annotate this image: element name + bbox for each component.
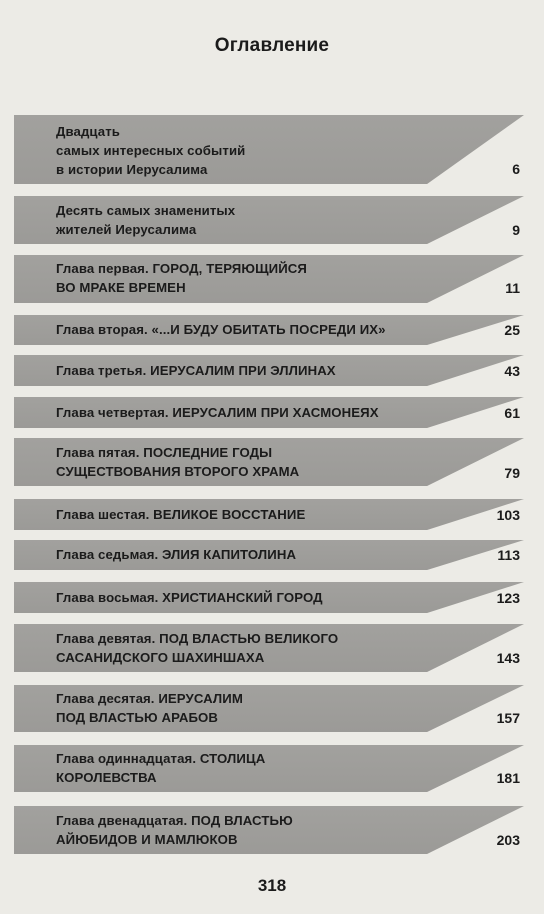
page-ref: 157 [496,710,520,726]
page-ref: 203 [496,832,520,848]
toc-entry [14,255,524,303]
toc-line: Глава третья. ИЕРУСАЛИМ ПРИ ЭЛЛИНАХ [56,363,336,378]
page-number: 318 [257,876,287,895]
toc-line: СУЩЕСТВОВАНИЯ ВТОРОГО ХРАМА [56,464,300,479]
page-ref: 25 [504,322,520,338]
toc-entry [14,540,524,570]
toc-line: Глава девятая. ПОД ВЛАСТЬЮ ВЕЛИКОГО [56,631,339,646]
toc-line: ВО МРАКЕ ВРЕМЕН [56,280,186,295]
toc-line: Глава шестая. ВЕЛИКОЕ ВОССТАНИЕ [56,507,306,522]
toc-entry [14,355,524,386]
page-ref: 123 [496,590,520,606]
toc-entry [14,624,524,672]
toc-line: в истории Иерусалима [56,162,208,177]
toc-line: Глава десятая. ИЕРУСАЛИМ [56,691,243,706]
toc-entry [14,196,524,244]
page-ref: 103 [496,507,520,523]
toc-line: Глава пятая. ПОСЛЕДНИЕ ГОДЫ [56,445,273,460]
toc-entry [14,745,524,792]
toc-line: АЙЮБИДОВ И МАМЛЮКОВ [56,832,238,847]
toc-entry [14,806,524,854]
toc-line: Глава первая. ГОРОД, ТЕРЯЮЩИЙСЯ [56,261,307,276]
page-ref: 43 [504,363,520,379]
page-ref: 79 [504,465,520,481]
toc-line: самых интересных событий [56,143,246,158]
page-ref: 6 [512,161,520,177]
toc-line: Двадцать [56,124,121,139]
toc-line: Глава одиннадцатая. СТОЛИЦА [56,751,266,766]
toc-entry [14,685,524,732]
toc-line: Глава вторая. «...И БУДУ ОБИТАТЬ ПОСРЕДИ ИХ» [56,322,386,337]
toc-line: КОРОЛЕВСТВА [56,770,157,785]
toc-line: Глава четвертая. ИЕРУСАЛИМ ПРИ ХАСМОНЕЯХ [56,405,379,420]
toc-entry [14,499,524,530]
toc-line: Десять самых знаменитых [56,203,236,218]
page-ref: 61 [504,405,520,421]
page-ref: 143 [496,650,520,666]
toc-entry [14,438,524,486]
page-title: Оглавление [214,35,330,56]
page-ref: 11 [505,280,520,296]
toc-entry [14,582,524,613]
toc-line: ПОД ВЛАСТЬЮ АРАБОВ [56,710,218,725]
toc-line: Глава восьмая. ХРИСТИАНСКИЙ ГОРОД [56,590,323,605]
page-ref: 9 [512,222,520,238]
toc-entry [14,315,524,345]
toc-line: Глава седьмая. ЭЛИЯ КАПИТОЛИНА [56,547,297,562]
toc-line: Глава двенадцатая. ПОД ВЛАСТЬЮ [56,813,293,828]
toc-entry [14,115,524,184]
toc-line: жителей Иерусалима [56,222,197,237]
toc-line: САСАНИДСКОГО ШАХИНШАХА [56,650,265,665]
toc-entry [14,397,524,428]
page-ref: 181 [496,770,520,786]
page-ref: 113 [497,547,520,563]
